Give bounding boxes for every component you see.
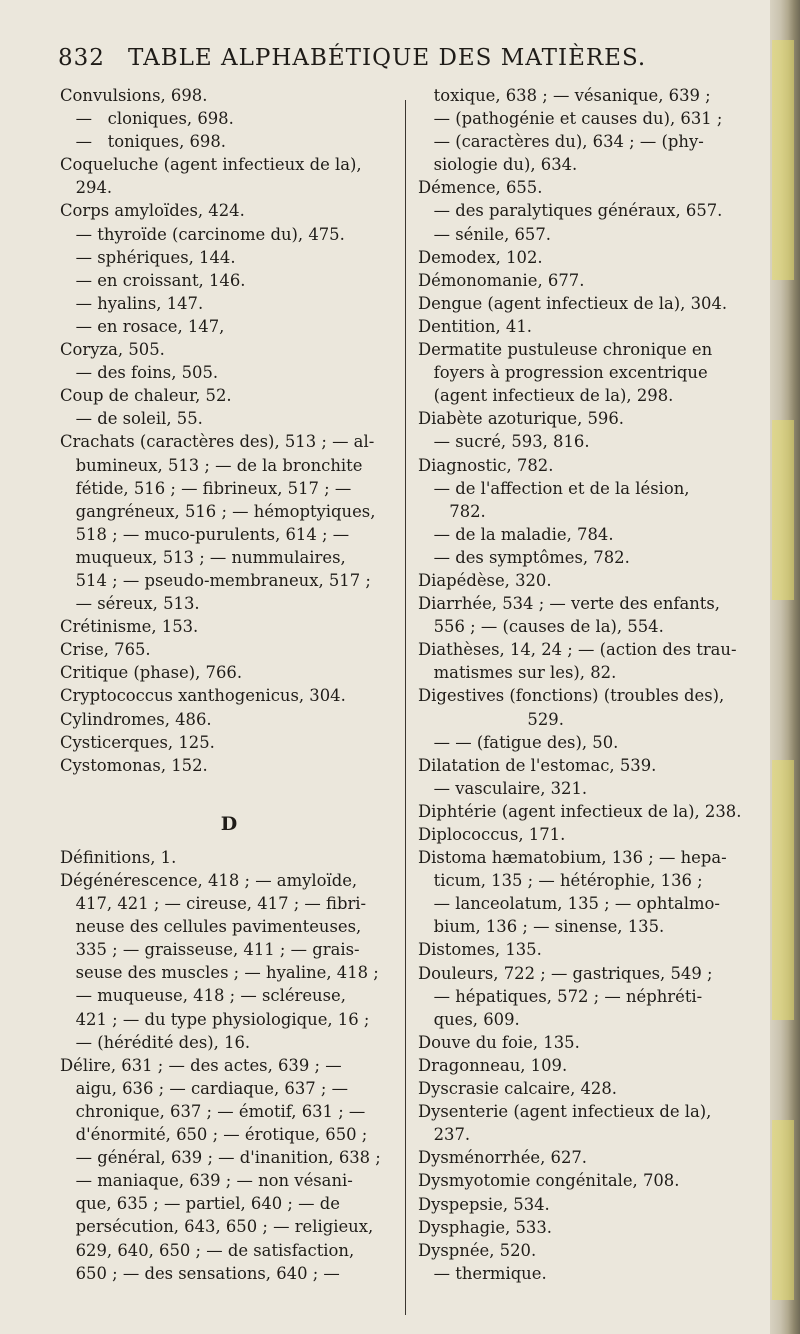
index-entry: Dyspepsie, 534.: [418, 1194, 550, 1214]
index-entry: — sphériques, 144.: [60, 247, 236, 267]
index-entries-d: [60, 846, 398, 1285]
index-entry: — thyroïde (carcinome du), 475.: [60, 224, 345, 244]
index-entry: Dysenterie (agent infectieux de la),: [418, 1102, 712, 1122]
index-entry: Diarrhée, 534 ; — verte des enfants,: [418, 594, 720, 614]
index-entry: — sucré, 593, 816.: [418, 432, 590, 452]
index-entry: Coqueluche (agent infectieux de la),: [60, 155, 362, 175]
index-entry: Cysticerques, 125.: [60, 732, 215, 752]
index-entry: Corps amyloïdes, 424.: [60, 201, 245, 221]
index-entry: — toniques, 698.: [60, 132, 226, 152]
index-entry: Définitions, 1.: [60, 847, 177, 867]
index-entry: — de l'affection et de la lésion,: [418, 478, 690, 498]
index-entry: 514 ; — pseudo-membraneux, 517 ;: [60, 570, 371, 590]
index-entry: neuse des cellules pavimenteuses,: [60, 917, 362, 937]
index-entry: Diphtérie (agent infectieux de la), 238.: [418, 801, 742, 821]
index-entry: Diathèses, 14, 24 ; — (action des trau-: [418, 640, 737, 660]
index-entry: Dermatite pustuleuse chronique en: [418, 340, 713, 360]
index-entry: 782.: [418, 501, 486, 521]
index-entries-c: [60, 84, 398, 777]
index-entry: Dyscrasie calcaire, 428.: [418, 1079, 618, 1099]
index-entry: Dyspnée, 520.: [418, 1240, 537, 1260]
index-entry: matismes sur les), 82.: [418, 663, 617, 683]
index-entry: — hépatiques, 572 ; — néphréti-: [418, 986, 703, 1006]
index-entry: 556 ; — (causes de la), 554.: [418, 617, 664, 637]
index-entry: 650 ; — des sensations, 640 ; —: [60, 1263, 340, 1283]
index-entry: Distomes, 135.: [418, 940, 542, 960]
index-entry: — (hérédité des), 16.: [60, 1032, 251, 1052]
edge-highlight: [772, 1120, 794, 1300]
index-entry: persécution, 643, 650 ; — religieux,: [60, 1217, 374, 1237]
index-entry: Cryptococcus xanthogenicus, 304.: [60, 686, 346, 706]
index-entry: Cystomonas, 152.: [60, 755, 208, 775]
index-entry: Diapédèse, 320.: [418, 570, 552, 590]
index-entry: Crise, 765.: [60, 640, 151, 660]
index-entry: Diplococcus, 171.: [418, 825, 566, 844]
index-entry: 417, 421 ; — cireuse, 417 ; — fibri-: [60, 894, 367, 914]
index-entry: muqueux, 513 ; — nummulaires,: [60, 547, 346, 567]
index-entry: ques, 609.: [418, 1009, 520, 1029]
index-entry: — sénile, 657.: [418, 224, 551, 244]
index-entry: — séreux, 513.: [60, 594, 200, 614]
index-entry: — de soleil, 55.: [60, 409, 203, 429]
index-entry: — lanceolatum, 135 ; — ophtalmo-: [418, 894, 720, 914]
index-entry: Digestives (fonctions) (troubles des),: [418, 686, 725, 706]
index-entry: Démence, 655.: [418, 178, 543, 198]
index-entry: Dentition, 41.: [418, 316, 532, 336]
index-entry: Délire, 631 ; — des actes, 639 ; —: [60, 1055, 342, 1075]
index-entry: Demodex, 102.: [418, 247, 543, 267]
right-column: [418, 84, 766, 1285]
index-entry: foyers à progression excentrique: [418, 363, 708, 383]
index-entry: seuse des muscles ; — hyaline, 418 ;: [60, 963, 379, 983]
index-entry: — en rosace, 147,: [60, 316, 225, 336]
index-entry: — hyalins, 147.: [60, 293, 204, 313]
column-divider: [405, 100, 406, 1315]
index-entry: 294.: [60, 178, 113, 198]
index-entry: Douleurs, 722 ; — gastriques, 549 ;: [418, 963, 713, 983]
index-entry: — vasculaire, 321.: [418, 778, 588, 798]
index-entry: bumineux, 513 ; — de la bronchite: [60, 455, 363, 475]
index-entry: Crachats (caractères des), 513 ; — al-: [60, 432, 375, 452]
index-entry: d'énormité, 650 ; — érotique, 650 ;: [60, 1125, 368, 1145]
index-entry: — thermique.: [418, 1263, 547, 1283]
edge-highlight: [772, 760, 794, 1020]
index-entry: 518 ; — muco-purulents, 614 ; —: [60, 524, 350, 544]
page-number: 832: [58, 45, 105, 71]
index-entry: bium, 136 ; — sinense, 135.: [418, 917, 665, 937]
index-entry: Dégénérescence, 418 ; — amyloïde,: [60, 871, 358, 890]
page-edge-binding: [770, 0, 800, 1334]
index-entry: Critique (phase), 766.: [60, 663, 243, 683]
index-entry: Douve du foie, 135.: [418, 1032, 580, 1052]
index-entry: — muqueuse, 418 ; — scléreuse,: [60, 986, 346, 1006]
index-entry: — (caractères du), 634 ; — (phy-: [418, 132, 704, 152]
index-entry: Dengue (agent infectieux de la), 304.: [418, 293, 728, 313]
page-title: TABLE ALPHABÉTIQUE DES MATIÈRES.: [128, 45, 647, 71]
page-header: [58, 45, 758, 71]
index-entry: gangréneux, 516 ; — hémoptyiques,: [60, 501, 376, 521]
index-entry: — — (fatigue des), 50.: [418, 732, 619, 752]
index-entry: Distoma hæmatobium, 136 ; — hepa-: [418, 848, 727, 868]
index-entry: Dilatation de l'estomac, 539.: [418, 755, 657, 775]
index-entry: 237.: [418, 1125, 471, 1145]
index-entry: Dysménorrhée, 627.: [418, 1148, 588, 1168]
index-entry: 421 ; — du type physiologique, 16 ;: [60, 1009, 370, 1029]
index-entry: — des foins, 505.: [60, 363, 219, 383]
index-entry: siologie du), 634.: [418, 155, 578, 175]
index-entry: Dysmyotomie congénitale, 708.: [418, 1171, 680, 1191]
index-entry: Démonomanie, 677.: [418, 270, 585, 290]
left-column: [60, 84, 398, 1285]
index-entry: — des symptômes, 782.: [418, 547, 630, 567]
index-entry: ticum, 135 ; — hétérophie, 136 ;: [418, 871, 703, 891]
index-entry: — de la maladie, 784.: [418, 524, 614, 544]
index-entries-d-continued: [418, 84, 766, 1285]
index-entry: aigu, 636 ; — cardiaque, 637 ; —: [60, 1078, 349, 1098]
section-letter: D: [220, 812, 238, 835]
index-entry: Convulsions, 698.: [60, 86, 208, 105]
index-entry: — cloniques, 698.: [60, 109, 234, 129]
edge-highlight: [772, 40, 794, 280]
index-entry: — maniaque, 639 ; — non vésani-: [60, 1171, 353, 1191]
index-entry: — des paralytiques généraux, 657.: [418, 201, 723, 221]
index-entry: Diabète azoturique, 596.: [418, 409, 625, 429]
index-entry: chronique, 637 ; — émotif, 631 ; —: [60, 1101, 366, 1121]
index-entry: Diagnostic, 782.: [418, 455, 554, 475]
index-entry: Dragonneau, 109.: [418, 1055, 568, 1075]
index-entry: — (pathogénie et causes du), 631 ;: [418, 109, 723, 129]
index-entry: que, 635 ; — partiel, 640 ; — de: [60, 1194, 340, 1214]
index-entry: — en croissant, 146.: [60, 270, 246, 290]
index-entry: toxique, 638 ; — vésanique, 639 ;: [418, 86, 711, 105]
index-entry: 335 ; — graisseuse, 411 ; — grais-: [60, 940, 360, 960]
index-entry: fétide, 516 ; — fibrineux, 517 ; —: [60, 478, 352, 498]
index-entry: — général, 639 ; — d'inanition, 638 ;: [60, 1148, 381, 1168]
edge-highlight: [772, 420, 794, 600]
index-entry: 529.: [418, 709, 564, 729]
index-entry: Cylindromes, 486.: [60, 709, 212, 729]
index-entry: 629, 640, 650 ; — de satisfaction,: [60, 1240, 355, 1260]
index-entry: Coryza, 505.: [60, 340, 165, 360]
index-entry: Crétinisme, 153.: [60, 617, 199, 637]
index-entry: Dysphagie, 533.: [418, 1217, 552, 1237]
index-entry: Coup de chaleur, 52.: [60, 386, 232, 406]
index-entry: (agent infectieux de la), 298.: [418, 386, 674, 406]
